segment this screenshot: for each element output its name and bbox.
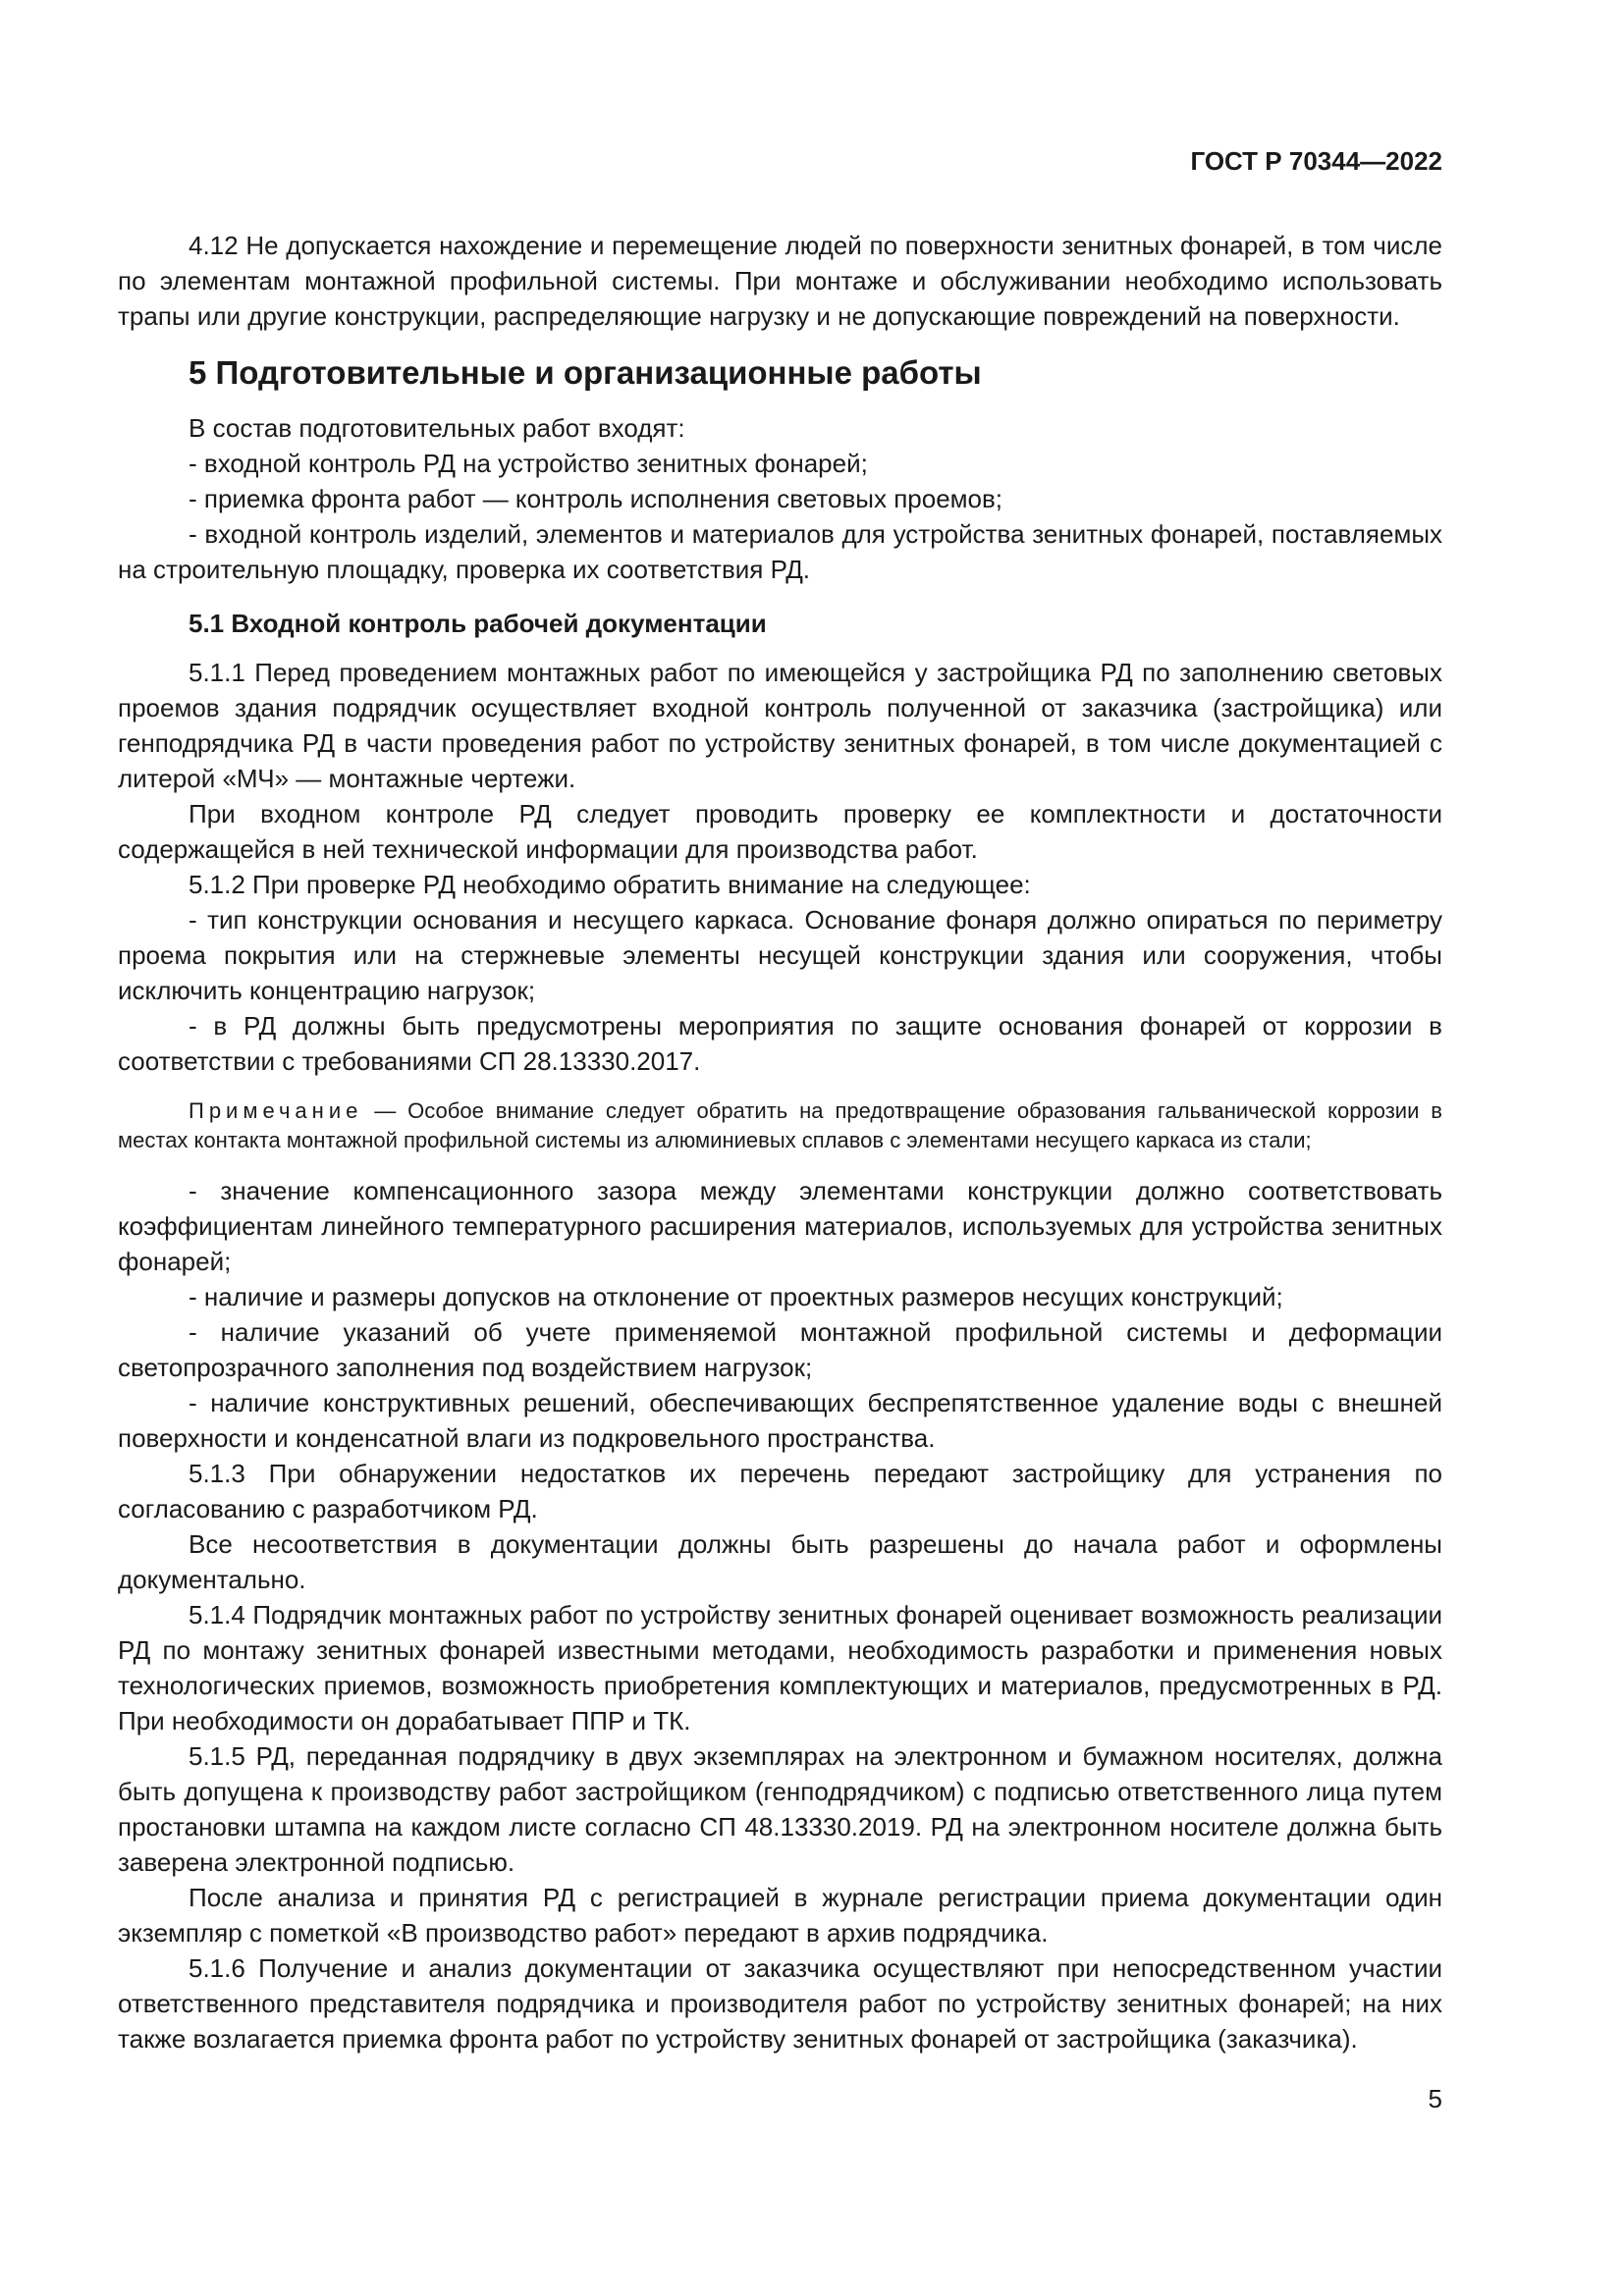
note-label: Примечание: [189, 1098, 363, 1123]
document-body: [118, 228, 1442, 2056]
section-5-intro: В состав подготовительных работ входят:: [189, 413, 685, 443]
paragraph-5-1-5-cont: После анализа и принятия РД с регистрацией в журнале регистрации приема документации один экземпляр с пометкой «В производство работ» передают в архив подрядчика.: [118, 1883, 1442, 1948]
section-5-title: 5 Подготовительные и организационные работы: [189, 354, 982, 391]
paragraph-5-1-2-f: - наличие конструктивных решений, обеспечивающих беспрепятственное удаление воды с внешней поверхности и конденсатной влаги из подкровельного пространства.: [118, 1388, 1442, 1453]
paragraph-4-12: 4.12 Не допускается нахождение и перемещение людей по поверхности зенитных фонарей, в том числе по элементам монтажной профильной системы. При монтаже и обслуживании необходимо использовать трапы или другие конструкции, распределяющие нагрузку и не допускающие повреждений на поверхности.: [118, 231, 1442, 331]
paragraph-5-1-2: 5.1.2 При проверке РД необходимо обратить внимание на следующее:: [189, 870, 1031, 899]
paragraph-5-1-2-b: - в РД должны быть предусмотрены мероприятия по защите основания фонарей от коррозии в соответствии с требованиями СП 28.13330.2017.: [118, 1011, 1442, 1076]
paragraph-5-1-6: 5.1.6 Получение и анализ документации от заказчика осуществляют при непосредственном участии ответственного представителя подрядчика и производителя работ по устройству зенитных фонарей; на них также возлагается приемка фронта работ по устройству зенитных фонарей от застройщика (заказчика).: [118, 1953, 1442, 2054]
paragraph-5-1-2-e: - наличие указаний об учете применяемой монтажной профильной системы и деформации светопрозрачного заполнения под воздействием нагрузок;: [118, 1317, 1442, 1382]
paragraph-5-1-2-c: - значение компенсационного зазора между элементами конструкции должно соответствовать коэффициентам линейного температурного расширения материалов, используемых для устройства зенитных фонарей;: [118, 1176, 1442, 1276]
paragraph-5-1-3-cont: Все несоответствия в документации должны быть разрешены до начала работ и оформлены документально.: [118, 1529, 1442, 1594]
note: [118, 1096, 1442, 1155]
paragraph-5-1-2-d: - наличие и размеры допусков на отклонение от проектных размеров несущих конструкций;: [189, 1282, 1283, 1311]
page-number: 5: [1428, 2084, 1442, 2113]
paragraph-5-1-1-cont: При входном контроле РД следует проводить проверку ее комплектности и достаточности содержащейся в ней технической информации для производства работ.: [118, 799, 1442, 864]
paragraph-5-1-4: 5.1.4 Подрядчик монтажных работ по устройству зенитных фонарей оценивает возможность реализации РД по монтажу зенитных фонарей известными методами, необходимость разработки и применения новых технологических приемов, возможность приобретения комплектующих и материалов, предусмотренных в РД. При необходимости он дорабатывает ППР и ТК.: [118, 1600, 1442, 1735]
section-5-list-item: - входной контроль РД на устройство зенитных фонарей;: [189, 449, 868, 478]
document-code: ГОСТ Р 70344—2022: [1190, 146, 1442, 176]
paragraph-5-1-1: 5.1.1 Перед проведением монтажных работ по имеющейся у застройщика РД по заполнению световых проемов здания подрядчик осуществляет входной контроль полученной от заказчика (застройщика) или генподрядчика РД в части проведения работ по устройству зенитных фонарей, в том числе документацией с литерой «МЧ» — монтажные чертежи.: [118, 658, 1442, 793]
note-text: — Особое внимание следует обратить на предотвращение образования гальванической коррозии в местах контакта монтажной профильной системы из алюминиевых сплавов с элементами несущего каркаса из стали;: [118, 1098, 1442, 1152]
paragraph-5-1-5: 5.1.5 РД, переданная подрядчику в двух экземплярах на электронном и бумажном носителях, должна быть допущена к производству работ застройщиком (генподрядчиком) с подписью ответственного лица путем простановки штампа на каждом листе согласно СП 48.13330.2019. РД на электронном носителе должна быть заверена электронной подписью.: [118, 1741, 1442, 1877]
paragraph-5-1-2-a: - тип конструкции основания и несущего каркаса. Основание фонаря должно опираться по периметру проема покрытия или на стержневые элементы несущей конструкции здания или сооружения, чтобы исключить концентрацию нагрузок;: [118, 905, 1442, 1005]
section-5-list-item: - входной контроль изделий, элементов и материалов для устройства зенитных фонарей, поставляемых на строительную площадку, проверка их соответствия РД.: [118, 519, 1442, 584]
section-5-1-title: 5.1 Входной контроль рабочей документации: [189, 609, 767, 638]
paragraph-5-1-3: 5.1.3 При обнаружении недостатков их перечень передают застройщику для устранения по согласованию с разработчиком РД.: [118, 1459, 1442, 1523]
section-5-list-item: - приемка фронта работ — контроль исполнения световых проемов;: [189, 484, 1003, 513]
